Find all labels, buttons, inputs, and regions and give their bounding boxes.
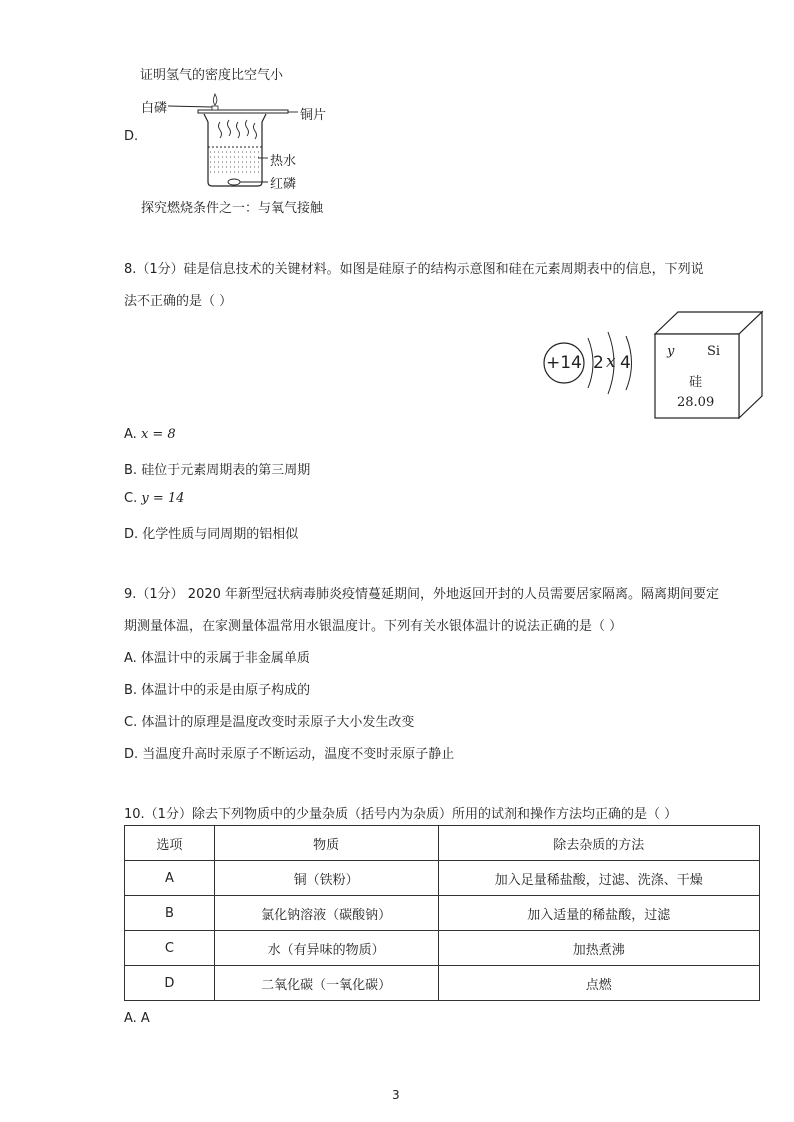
q9-stem-line2: 期测量体温，在家测量体温常用水银温度计。下列有关水银体温计的说法正确的是（ ）: [124, 619, 623, 634]
header-substance: 物质: [214, 826, 438, 861]
white-phosphorus: [212, 106, 218, 110]
table-row: D 二氧化碳（一氧化碳） 点燃: [125, 966, 760, 1001]
beaker: [204, 114, 266, 186]
red-phosphorus: [228, 179, 240, 185]
label-copper-plate: 铜片: [300, 108, 327, 123]
q9-option-b: B. 体温计中的汞是由原子构成的: [124, 683, 311, 698]
q9-option-c: C. 体温计的原理是温度改变时汞原子大小发生改变: [124, 715, 415, 730]
table-row: B 氯化钠溶液（碳酸钠） 加入适量的稀盐酸，过滤: [125, 896, 760, 931]
header-option: 选项: [125, 826, 215, 861]
q9-stem-line1: 9.（1分） 2020 年新型冠状病毒肺炎疫情蔓延期间，外地返回开封的人员需要居家隔离。隔离期间要定: [124, 587, 720, 602]
q7-option-d-label: D.: [124, 129, 139, 144]
q9-option-d: D. 当温度升高时汞原子不断运动，温度不变时汞原子静止: [124, 747, 455, 762]
shell-3-electrons: 4: [620, 353, 631, 373]
q7-option-d-caption: 探究燃烧条件之一：与氧气接触: [141, 201, 324, 216]
copper-plate: [198, 110, 288, 113]
nucleus-charge: +14: [546, 353, 582, 373]
q8-option-c: C. y = 14: [124, 491, 185, 506]
flame-icon: [213, 94, 216, 105]
table-row: C 水（有异味的物质） 加热煮沸: [125, 931, 760, 966]
q10-options-table: [124, 825, 760, 1001]
q10-stem: 10.（1分）除去下列物质中的少量杂质（括号内为杂质）所用的试剂和操作方法均正确的是（ ）: [124, 807, 678, 822]
header-method: 除去杂质的方法: [438, 826, 760, 861]
q8-stem-line1: 8.（1分）硅是信息技术的关键材料。如图是硅原子的结构示意图和硅在元素周期表中的信息，下列说: [124, 262, 704, 277]
label-white-phosphorus: 白磷: [141, 101, 168, 116]
atomic-mass: 28.09: [677, 395, 715, 410]
label-red-phosphorus: 红磷: [270, 177, 297, 192]
atomic-number-y: y: [667, 344, 675, 359]
table-row: A 铜（铁粉） 加入足量稀盐酸，过滤、洗涤、干燥: [125, 861, 760, 896]
q10-option-a: A. A: [124, 1011, 150, 1026]
label-hot-water: 热水: [270, 154, 297, 169]
q9-option-a: A. 体温计中的汞属于非金属单质: [124, 651, 310, 666]
shell-1-electrons: 2: [593, 353, 604, 373]
q8-option-d: D. 化学性质与同周期的铝相似: [124, 527, 299, 542]
table-header-row: [125, 826, 760, 861]
q7-option-c-caption: 证明氢气的密度比空气小: [140, 68, 284, 83]
element-name: 硅: [689, 375, 703, 390]
q8-stem-line2: 法不正确的是（ ）: [124, 294, 233, 309]
shell-2-electrons: x: [606, 352, 616, 372]
page-number: 3: [392, 1088, 400, 1102]
q8-option-a: A. x = 8: [124, 427, 176, 442]
element-symbol: Si: [707, 344, 721, 359]
q8-option-b: B. 硅位于元素周期表的第三周期: [124, 463, 311, 478]
